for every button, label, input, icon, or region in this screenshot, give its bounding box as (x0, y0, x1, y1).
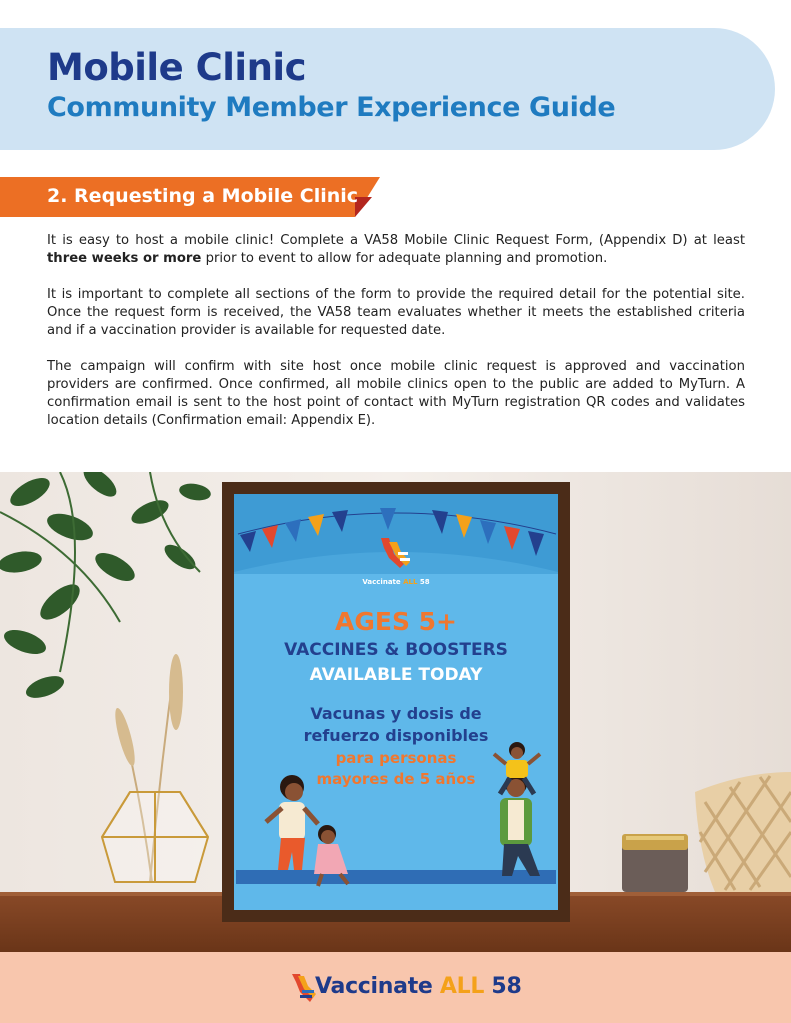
page-title: Mobile Clinic (47, 46, 307, 89)
paragraph-1-emphasis: three weeks or more (47, 251, 202, 266)
poster-spanish-3: para personas (335, 749, 457, 767)
footer-logo-icon (290, 972, 316, 1004)
poster-logo-all: ALL (403, 578, 418, 586)
poster-logo-text (236, 578, 556, 586)
poster-spanish-1: Vacunas y dosis de (310, 704, 482, 723)
poster-spanish-2: refuerzo disponibles (303, 726, 489, 745)
page-subtitle: Community Member Experience Guide (47, 92, 616, 123)
paragraph-1-text-end: prior to event to allow for adequate planning and promotion. (201, 251, 608, 266)
candle-jar (622, 834, 688, 892)
poster-photo (0, 472, 791, 952)
footer-brand (315, 974, 521, 999)
footer-brand-all: ALL (439, 974, 485, 999)
poster-logo-word: Vaccinate (362, 578, 401, 586)
section-title: 2. Requesting a Mobile Clinic (47, 185, 359, 207)
wicker-basket (695, 772, 791, 892)
poster-logo-num: 58 (419, 578, 430, 586)
poster-available-line: AVAILABLE TODAY (309, 665, 483, 685)
poster-vaccines-line: VACCINES & BOOSTERS (284, 640, 508, 660)
paragraph-2: It is important to complete all sections of the form to provide the required detail for the potential site. Once the request form is received, the VA58 team evaluates whether it meets the established criteria and if a vaccination provider is available for requested date. (47, 287, 745, 338)
footer-brand-word: Vaccinate (315, 974, 440, 999)
footer-brand-num: 58 (484, 974, 522, 999)
poster-ages: AGES 5+ (335, 607, 457, 636)
paragraph-3: The campaign will confirm with site host once mobile clinic request is approved and vaccination providers are confirmed. Once confirmed, all mobile clinics open to the public are added to MyTurn. A confirmation email is sent to the host point of contact with MyTurn registration QR codes and validates location details (Confirmation email: Appendix E). (47, 359, 745, 428)
paragraph-1-text: It is easy to host a mobile clinic! Complete a VA58 Mobile Clinic Request Form, (Appendix D) at least (47, 233, 745, 248)
poster-spanish-4: mayores de 5 años (316, 770, 476, 788)
paragraph-1 (47, 232, 745, 268)
